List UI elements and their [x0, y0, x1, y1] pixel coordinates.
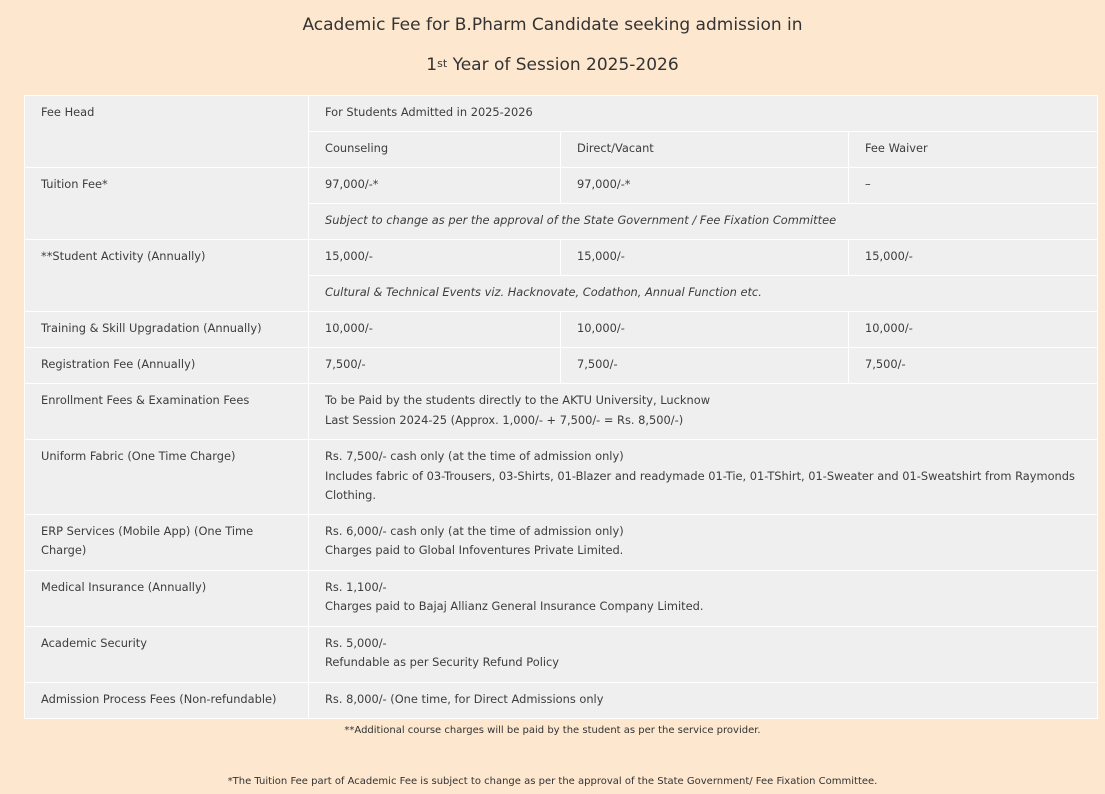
erp-line-2: Charges paid to Global Infoventures Private Limited.	[325, 543, 624, 557]
medical-details	[309, 570, 1098, 626]
cell-registration-direct: 7,500/-	[561, 348, 849, 384]
table-row	[25, 240, 1098, 276]
admitted-header: For Students Admitted in 2025-2026	[309, 96, 1098, 132]
enrollment-line-1: To be Paid by the students directly to the AKTU University, Lucknow	[325, 393, 711, 407]
medical-line-1: Rs. 1,100/-	[325, 579, 387, 594]
uniform-details	[309, 440, 1098, 515]
footnote-tuition: *The Tuition Fee part of Academic Fee is subject to change as per the approval of the State Government/ Fee Fixation Committee.	[227, 776, 878, 787]
row-label-admission: Admission Process Fees (Non-refundable)	[25, 682, 309, 718]
title-ordinal-suffix: st	[437, 57, 448, 70]
security-line-1: Rs. 5,000/-	[325, 635, 387, 650]
row-label-medical: Medical Insurance (Annually)	[25, 570, 309, 626]
medical-line-2: Charges paid to Bajaj Allianz General Insurance Company Limited.	[325, 599, 704, 613]
row-label-uniform: Uniform Fabric (One Time Charge)	[25, 440, 309, 515]
table-row	[25, 514, 1098, 570]
title-session: Year of Session 2025-2026	[447, 55, 679, 75]
cell-training-direct: 10,000/-	[561, 312, 849, 348]
table-row	[25, 626, 1098, 682]
security-line-2: Refundable as per Security Refund Policy	[325, 655, 560, 669]
row-label-student-activity: **Student Activity (Annually)	[25, 240, 309, 312]
table-row	[25, 312, 1098, 348]
row-label-training: Training & Skill Upgradation (Annually)	[25, 312, 309, 348]
row-label-security: Academic Security	[25, 626, 309, 682]
row-label-enrollment: Enrollment Fees & Examination Fees	[25, 384, 309, 440]
cell-activity-counseling: 15,000/-	[309, 240, 561, 276]
table-row	[25, 348, 1098, 384]
uniform-line-1: Rs. 7,500/- cash only (at the time of admission only)	[325, 449, 624, 463]
cell-registration-counseling: 7,500/-	[309, 348, 561, 384]
security-details	[309, 626, 1098, 682]
fee-table	[24, 95, 1098, 719]
cell-registration-waiver: 7,500/-	[849, 348, 1098, 384]
table-row	[25, 682, 1098, 718]
row-label-registration: Registration Fee (Annually)	[25, 348, 309, 384]
enrollment-details	[309, 384, 1098, 440]
cell-tuition-waiver: –	[849, 168, 1098, 204]
column-header-waiver: Fee Waiver	[849, 132, 1098, 168]
cell-activity-direct: 15,000/-	[561, 240, 849, 276]
table-row	[25, 96, 1098, 132]
admission-details: Rs. 8,000/- (One time, for Direct Admissions only	[309, 682, 1098, 718]
cell-tuition-direct: 97,000/-*	[561, 168, 849, 204]
table-row	[25, 168, 1098, 204]
column-header-counseling: Counseling	[309, 132, 561, 168]
erp-details	[309, 514, 1098, 570]
row-label-tuition: Tuition Fee*	[25, 168, 309, 240]
table-row	[25, 570, 1098, 626]
cell-training-waiver: 10,000/-	[849, 312, 1098, 348]
cell-training-counseling: 10,000/-	[309, 312, 561, 348]
cell-tuition-counseling: 97,000/-*	[309, 168, 561, 204]
title-ordinal: 1	[426, 55, 438, 75]
cell-activity-waiver: 15,000/-	[849, 240, 1098, 276]
erp-line-1: Rs. 6,000/- cash only (at the time of admission only)	[325, 523, 624, 538]
table-row	[25, 440, 1098, 515]
tuition-note: Subject to change as per the approval of the State Government / Fee Fixation Committee	[309, 204, 1098, 240]
table-row	[25, 384, 1098, 440]
uniform-line-2: Includes fabric of 03-Trousers, 03-Shirts, 01-Blazer and readymade 01-Tie, 01-TShirt, 01-Sweater and 01-Sweatshirt from Raymonds Clothing.	[325, 468, 1075, 502]
fee-head-header: Fee Head	[25, 96, 309, 168]
activity-note: Cultural & Technical Events viz. Hacknovate, Codathon, Annual Function etc.	[309, 276, 1098, 312]
enrollment-line-2: Last Session 2024-25 (Approx. 1,000/- + 7,500/- = Rs. 8,500/-)	[325, 412, 684, 427]
column-header-direct: Direct/Vacant	[561, 132, 849, 168]
page-title-line-1: Academic Fee for B.Pharm Candidate seeking admission in	[302, 15, 803, 35]
page-title-line-2	[0, 55, 1105, 75]
footnote-additional-charges: **Additional course charges will be paid by the student as per the service provider.	[344, 725, 761, 736]
row-label-erp: ERP Services (Mobile App) (One Time Charge)	[25, 514, 309, 570]
